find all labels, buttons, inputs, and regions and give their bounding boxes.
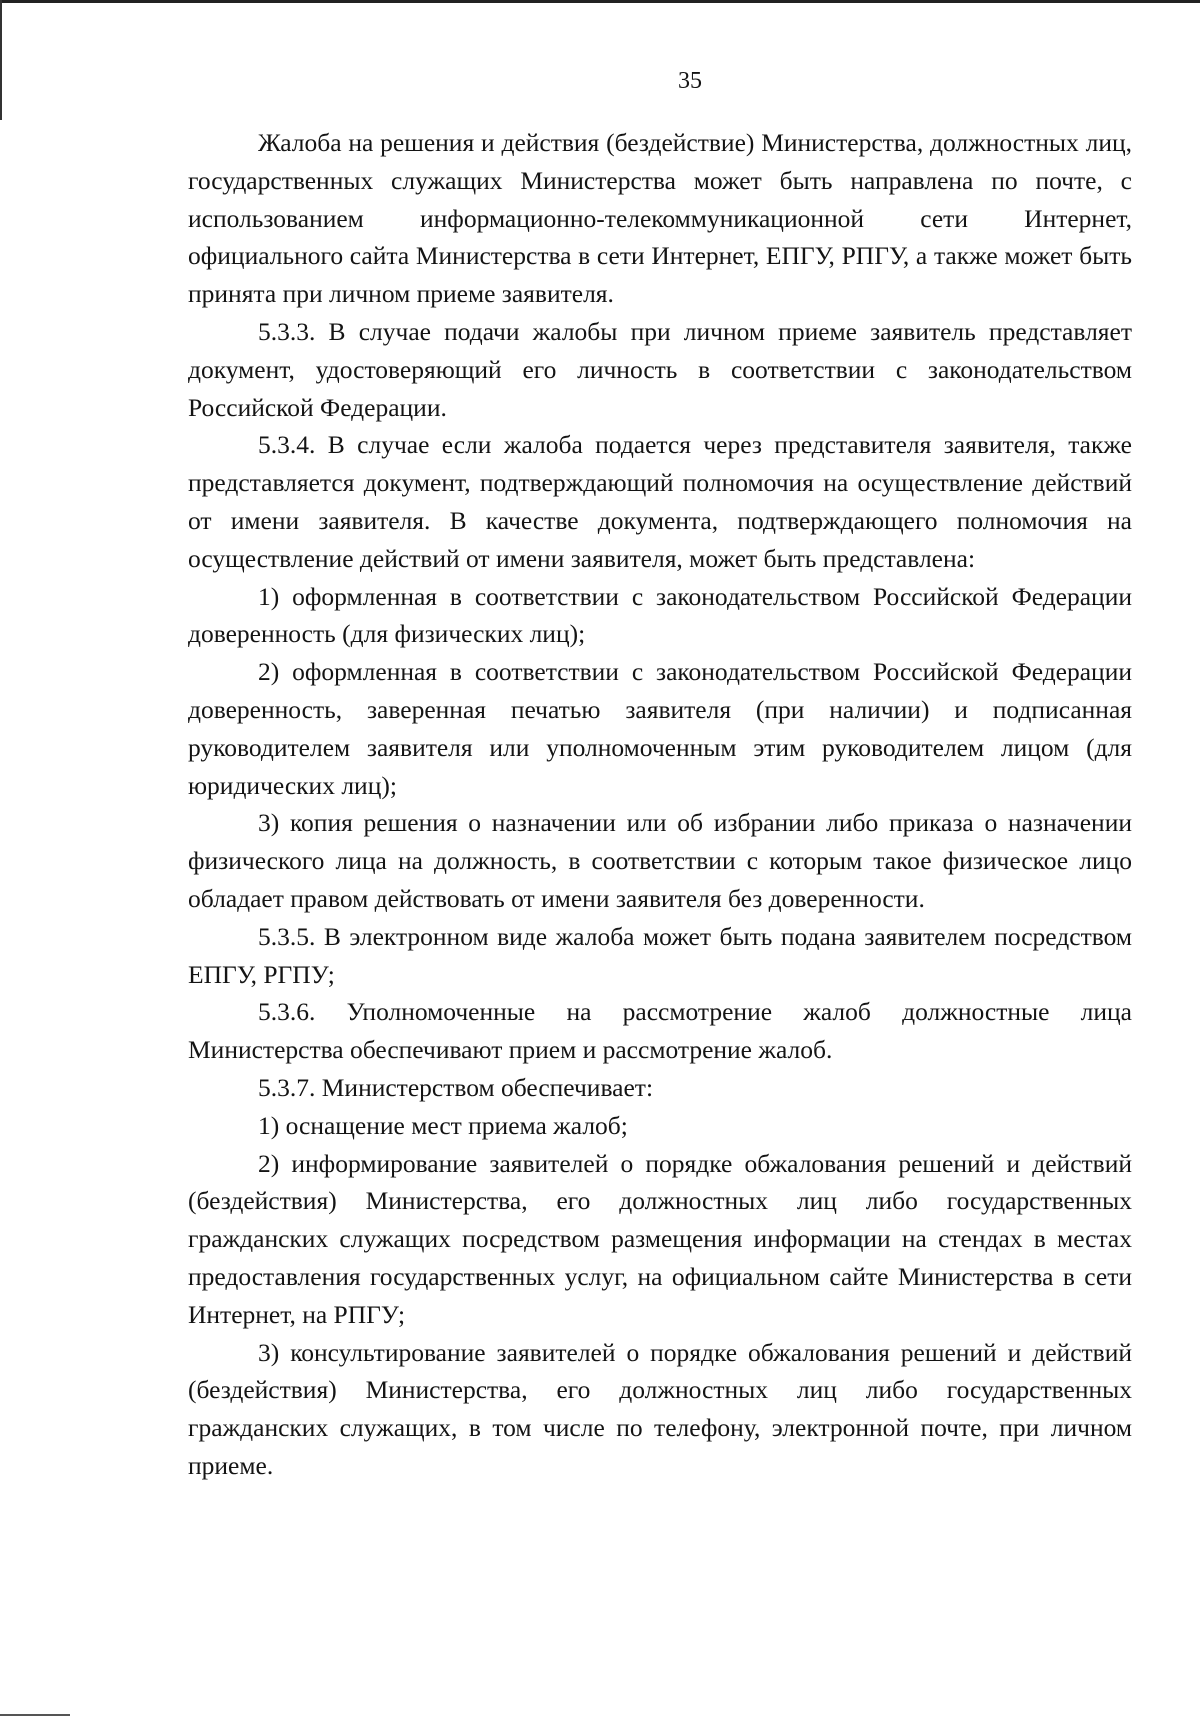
list-item-informing: 2) информирование заявителей о порядке обжалования решений и действий (бездействия) Министерства, его должностных лиц либо государственных гражданских служащих посредством размещения информации на стендах в местах предоставления государственных услуг, на официальном сайте Министерства в сети Интернет, на РПГУ;	[188, 1148, 1132, 1329]
list-item-consulting: 3) консультирование заявителей о порядке обжалования решений и действий (бездействия) Министерства, его должностных лиц либо государственных гражданских служащих, в том числе по телефону, электронной почте, при личном приеме.	[188, 1337, 1132, 1480]
paragraph-5-3-4: 5.3.4. В случае если жалоба подается через представителя заявителя, также представляется документ, подтверждающий полномочия на осуществление действий от имени заявителя. В качестве документа, подтверждающего полномочия на осуществление действий от имени заявителя, может быть представлена:	[188, 430, 1132, 573]
paragraph-5-3-3: 5.3.3. В случае подачи жалобы при личном приеме заявитель представляет документ, удостоверяющий его личность в соответствии с законодательством Российской Федерации.	[188, 316, 1132, 422]
scan-edge-top	[0, 0, 1200, 3]
scan-edge-bottom	[0, 1714, 70, 1716]
page-number	[0, 68, 1200, 95]
list-item-appointment-copy: 3) копия решения о назначении или об избрании либо приказа о назначении физического лица на должность, в соответствии с которым такое физическое лицо обладает правом действовать от имени заявителя без доверенности.	[188, 808, 1132, 913]
paragraph-complaint-channels: Жалоба на решения и действия (бездействие) Министерства, должностных лиц, государственных служащих Министерства может быть направлена по почте, с использованием информационно-телекоммуникационной сети Интернет, официального сайта Министерства в сети Интернет, ЕПГУ, РПГУ, а также может быть принята при личном приеме заявителя.	[188, 128, 1132, 309]
scan-edge-left	[0, 0, 2, 120]
list-item-power-of-attorney-legal-entities: 2) оформленная в соответствии с законодательством Российской Федерации доверенность, заверенная печатью заявителя (при наличии) и подписанная руководителем заявителя или уполномоченным этим руководителем лицом (для юридических лиц);	[188, 657, 1132, 800]
list-item-power-of-attorney-individuals: 1) оформленная в соответствии с законодательством Российской Федерации доверенность (для физических лиц);	[188, 581, 1132, 649]
paragraph-5-3-6: 5.3.6. Уполномоченные на рассмотрение жалоб должностные лица Министерства обеспечивают прием и рассмотрение жалоб.	[188, 997, 1132, 1065]
paragraph-5-3-5: 5.3.5. В электронном виде жалоба может быть подана заявителем посредством ЕПГУ, РГПУ;	[188, 921, 1132, 989]
paragraph-5-3-7: 5.3.7. Министерством обеспечивает:	[258, 1072, 654, 1102]
document-body	[188, 124, 1132, 1485]
page-number-text: 35	[678, 68, 702, 94]
list-item-equipment: 1) оснащение мест приема жалоб;	[258, 1110, 628, 1140]
